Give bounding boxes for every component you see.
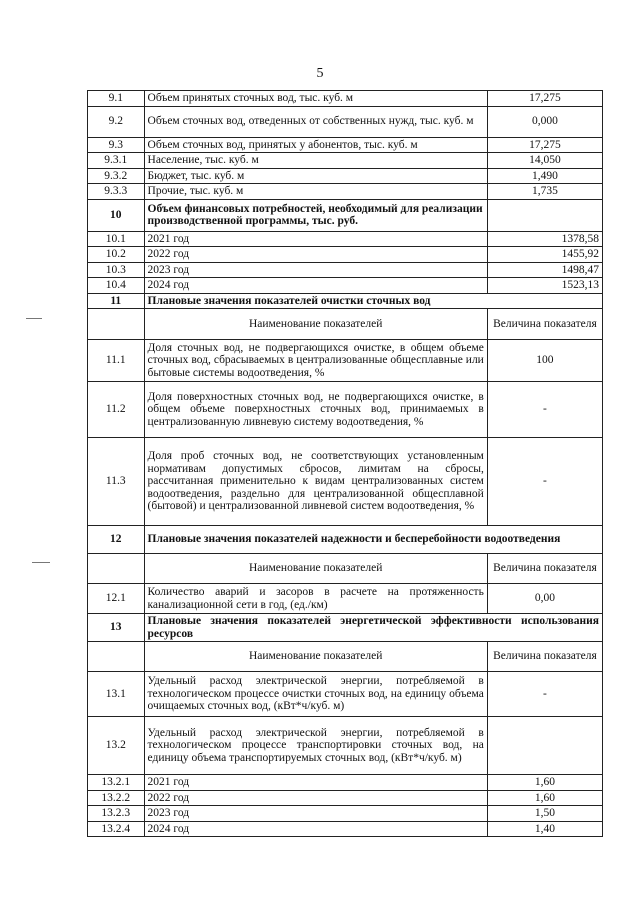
row-number: 13.1 <box>88 672 145 717</box>
section-title: Плановые значения показателей очистки сточных вод <box>144 293 602 309</box>
row-name: Удельный расход электрической энергии, потребляемой в технологическом процессе транспортировки сточных вод, на единицу объема транспортируемых сточных вод, (кВт*ч/куб. м) <box>144 717 487 775</box>
row-value: 0,000 <box>487 106 602 137</box>
row-value: 1,40 <box>487 821 602 837</box>
row-number: 11.2 <box>88 382 145 438</box>
row-number <box>88 642 145 672</box>
row-value: 100 <box>487 340 602 382</box>
row-number: 9.3.1 <box>88 153 145 169</box>
row-name: 2023 год <box>144 806 487 822</box>
table-row <box>88 642 603 672</box>
row-number: 9.3.2 <box>88 168 145 184</box>
row-name: 2021 год <box>144 231 487 247</box>
section-title: Плановые значения показателей энергетической эффективности использования ресурсов <box>144 614 602 642</box>
row-name: 2022 год <box>144 247 487 263</box>
table-row <box>88 293 603 309</box>
row-value: 1455,92 <box>487 247 602 263</box>
row-value: - <box>487 382 602 438</box>
row-name: Бюджет, тыс. куб. м <box>144 168 487 184</box>
section-number: 10 <box>88 199 145 231</box>
row-value <box>487 199 602 231</box>
row-value <box>487 717 602 775</box>
row-value: 1,60 <box>487 775 602 791</box>
table-row <box>88 199 603 231</box>
row-name: 2023 год <box>144 262 487 278</box>
row-value: 1,735 <box>487 184 602 200</box>
row-value: 1,50 <box>487 806 602 822</box>
table-row <box>88 137 603 153</box>
table-row <box>88 790 603 806</box>
row-number: 13.2.3 <box>88 806 145 822</box>
table-row <box>88 247 603 263</box>
table-row <box>88 382 603 438</box>
section-title: Плановые значения показателей надежности и бесперебойности водоотведения <box>144 526 602 554</box>
row-name: Удельный расход электрической энергии, потребляемой в технологическом процессе очистки сточных вод, на единицу объема очищаемых сточных вод, (кВт*ч/куб. м) <box>144 672 487 717</box>
row-number: 13.2.1 <box>88 775 145 791</box>
table-row <box>88 717 603 775</box>
table-row <box>88 526 603 554</box>
row-number: 11.1 <box>88 340 145 382</box>
table-row <box>88 775 603 791</box>
table-row <box>88 554 603 584</box>
scan-mark <box>32 562 50 563</box>
table-row <box>88 231 603 247</box>
section-number: 12 <box>88 526 145 554</box>
table-row <box>88 821 603 837</box>
row-name: Объем принятых сточных вод, тыс. куб. м <box>144 91 487 107</box>
row-number: 13.2.2 <box>88 790 145 806</box>
table-row <box>88 614 603 642</box>
row-value: 0,00 <box>487 584 602 614</box>
table-row <box>88 106 603 137</box>
row-name: Доля поверхностных сточных вод, не подвергающихся очистке, в общем объеме поверхностных сточных вод, принимаемых в централизованную ливневую систему водоотведения, % <box>144 382 487 438</box>
row-number: 10.2 <box>88 247 145 263</box>
row-value: 1,490 <box>487 168 602 184</box>
page-number: 5 <box>316 66 324 81</box>
table-row <box>88 438 603 526</box>
table-row <box>88 91 603 107</box>
row-value: 14,050 <box>487 153 602 169</box>
section-number: 13 <box>88 614 145 642</box>
row-value: - <box>487 672 602 717</box>
row-number <box>88 554 145 584</box>
row-number: 13.2 <box>88 717 145 775</box>
column-header-value: Величина показателя <box>487 554 602 584</box>
row-number: 9.2 <box>88 106 145 137</box>
row-name: 2021 год <box>144 775 487 791</box>
row-name: 2024 год <box>144 821 487 837</box>
row-number: 10.3 <box>88 262 145 278</box>
row-number: 12.1 <box>88 584 145 614</box>
table-row <box>88 168 603 184</box>
row-value: 1523,13 <box>487 278 602 294</box>
row-number: 9.1 <box>88 91 145 107</box>
row-value: 1378,58 <box>487 231 602 247</box>
column-header-value: Величина показателя <box>487 642 602 672</box>
row-value: 1,60 <box>487 790 602 806</box>
scan-mark <box>26 318 42 319</box>
table-row <box>88 309 603 340</box>
row-name: Население, тыс. куб. м <box>144 153 487 169</box>
table-row <box>88 278 603 294</box>
column-header-name: Наименование показателей <box>144 554 487 584</box>
table-row <box>88 672 603 717</box>
column-header-name: Наименование показателей <box>144 309 487 340</box>
row-name: Прочие, тыс. куб. м <box>144 184 487 200</box>
row-number: 13.2.4 <box>88 821 145 837</box>
indicators-table <box>87 90 603 837</box>
row-number: 9.3 <box>88 137 145 153</box>
table-row <box>88 184 603 200</box>
section-number: 11 <box>88 293 145 309</box>
table-row <box>88 262 603 278</box>
row-value: 17,275 <box>487 91 602 107</box>
table-row <box>88 340 603 382</box>
row-number: 11.3 <box>88 438 145 526</box>
row-name: Доля сточных вод, не подвергающихся очистке, в общем объеме сточных вод, сбрасываемых в централизованные общесплавные или бытовые системы водоотведения, % <box>144 340 487 382</box>
row-number: 10.4 <box>88 278 145 294</box>
row-name: Количество аварий и засоров в расчете на протяженность канализационной сети в год, (ед./км) <box>144 584 487 614</box>
table-row <box>88 153 603 169</box>
row-value: 17,275 <box>487 137 602 153</box>
row-number: 10.1 <box>88 231 145 247</box>
row-number: 9.3.3 <box>88 184 145 200</box>
column-header-value: Величина показателя <box>487 309 602 340</box>
table-row <box>88 584 603 614</box>
row-name: 2024 год <box>144 278 487 294</box>
table-row <box>88 806 603 822</box>
row-name: Объем сточных вод, отведенных от собственных нужд, тыс. куб. м <box>144 106 487 137</box>
row-name: 2022 год <box>144 790 487 806</box>
row-name: Доля проб сточных вод, не соответствующих установленным нормативам допустимых сбросов, лимитам на сбросы, рассчитанная применительно к видам централизованных систем водоотведения, раздельно для централизованной общесплавной (бытовой) и централизованной ливневой систем водоотведения, % <box>144 438 487 526</box>
row-value: 1498,47 <box>487 262 602 278</box>
row-name: Объем сточных вод, принятых у абонентов, тыс. куб. м <box>144 137 487 153</box>
row-value: - <box>487 438 602 526</box>
section-title: Объем финансовых потребностей, необходимый для реализации производственной программы, тыс. руб. <box>144 199 487 231</box>
column-header-name: Наименование показателей <box>144 642 487 672</box>
row-number <box>88 309 145 340</box>
